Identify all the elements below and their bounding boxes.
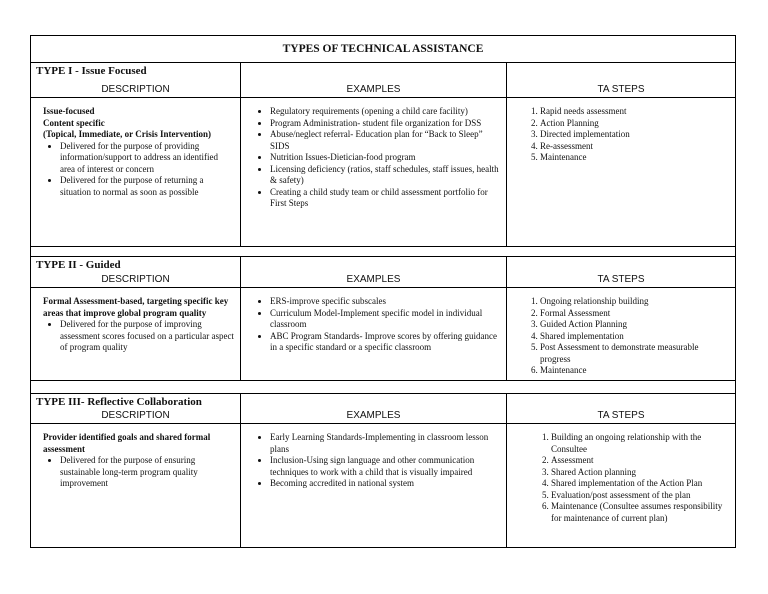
list-item: • Delivered for the purpose of improving assessment scores focused on a particular aspect of program quality [60, 319, 234, 354]
list-item: 1. Ongoing relationship building [540, 296, 729, 308]
examples-header: EXAMPLES [346, 274, 401, 285]
list-item: • Inclusion-Using sign language and other communication techniques to work with a child that is visually impaired [270, 455, 500, 478]
list-item: • Regulatory requirements (opening a child care facility) [270, 106, 500, 118]
type-1-heading: TYPE I - Issue Focused [36, 65, 147, 77]
list-item: 3. Directed implementation [540, 129, 729, 141]
type-2-desc-list [43, 319, 234, 354]
ta-steps-header: TA STEPS [597, 274, 645, 285]
ta-steps-header: TA STEPS [597, 84, 645, 95]
type-1-desc-bold-3: (Topical, Immediate, or Crisis Intervention) [43, 129, 211, 139]
list-item: 3. Shared Action planning [551, 467, 729, 479]
ta-steps-header: TA STEPS [597, 410, 645, 421]
table-title: TYPES OF TECHNICAL ASSISTANCE [31, 36, 735, 63]
list-item: 6. Maintenance [540, 365, 729, 377]
list-item: 3. Guided Action Planning [540, 319, 729, 331]
type-1-examples-list [253, 106, 500, 210]
spacer-row [31, 246, 735, 256]
type-1-desc-bold-2: Content specific [43, 117, 105, 128]
list-item: 4. Re-assessment [540, 141, 729, 153]
list-item: • Curriculum Model-Implement specific model in individual classroom [270, 308, 500, 331]
list-item: • Delivered for the purpose of returning a situation to normal as soon as possible [60, 175, 234, 198]
type-2-heading: TYPE II - Guided [36, 259, 121, 271]
type-2-header-row [31, 256, 735, 287]
type-1-body-row [31, 97, 735, 246]
list-item: • Early Learning Standards-Implementing in classroom lesson plans [270, 432, 500, 455]
type-2-examples-list [253, 296, 500, 354]
description-header: DESCRIPTION [101, 274, 170, 285]
list-item: • Delivered for the purpose of providing information/support to address an identified area of interest or concern [60, 141, 234, 176]
list-item: • Licensing deficiency (ratios, staff schedules, staff issues, health & safety) [270, 164, 500, 187]
type-3-steps-list [519, 432, 729, 524]
examples-header: EXAMPLES [346, 84, 401, 95]
list-item: 2. Assessment [551, 455, 729, 467]
type-3-body-row [31, 423, 735, 548]
list-item: 4. Shared implementation of the Action Plan [551, 478, 729, 490]
description-header: DESCRIPTION [101, 410, 170, 421]
list-item: • ERS-improve specific subscales [270, 296, 500, 308]
type-3-header-row [31, 393, 735, 423]
list-item: • Nutrition Issues-Dietician-food program [270, 152, 500, 164]
list-item: 5. Post Assessment to demonstrate measurable progress [540, 342, 729, 365]
spacer-row [31, 380, 735, 393]
ta-table [30, 35, 736, 548]
list-item: 6. Maintenance (Consultee assumes responsibility for maintenance of current plan) [551, 501, 729, 524]
type-1-desc-list [43, 141, 234, 199]
list-item: • ABC Program Standards- Improve scores by offering guidance in a specific standard or a specific classroom [270, 331, 500, 354]
type-2-desc-bold: Formal Assessment-based, targeting specific key areas that improve global program quality [43, 296, 229, 318]
list-item: 4. Shared implementation [540, 331, 729, 343]
type-1-steps-list [519, 106, 729, 164]
examples-header: EXAMPLES [346, 410, 401, 421]
type-2-body-row [31, 287, 735, 380]
list-item: 2. Formal Assessment [540, 308, 729, 320]
list-item: • Creating a child study team or child assessment portfolio for First Steps [270, 187, 500, 210]
list-item: 5. Evaluation/post assessment of the plan [551, 490, 729, 502]
list-item: • Delivered for the purpose of ensuring sustainable long-term program quality improvement [60, 455, 234, 490]
type-3-heading: TYPE III- Reflective Collaboration [36, 396, 202, 408]
list-item: • Program Administration- student file organization for DSS [270, 118, 500, 130]
list-item: • Abuse/neglect referral- Education plan for “Back to Sleep” SIDS [270, 129, 500, 152]
list-item: 1. Rapid needs assessment [540, 106, 729, 118]
description-header: DESCRIPTION [101, 84, 170, 95]
type-1-desc-bold-1: Issue-focused [43, 106, 95, 116]
list-item: • Becoming accredited in national system [270, 478, 500, 490]
type-3-desc-list [43, 455, 234, 490]
type-1-header-row [31, 62, 735, 97]
type-3-examples-list [253, 432, 500, 490]
list-item: 2. Action Planning [540, 118, 729, 130]
type-3-desc-bold: Provider identified goals and shared formal assessment [43, 432, 211, 454]
list-item: 5. Maintenance [540, 152, 729, 164]
list-item: 1. Building an ongoing relationship with the Consultee [551, 432, 729, 455]
type-2-steps-list [519, 296, 729, 377]
